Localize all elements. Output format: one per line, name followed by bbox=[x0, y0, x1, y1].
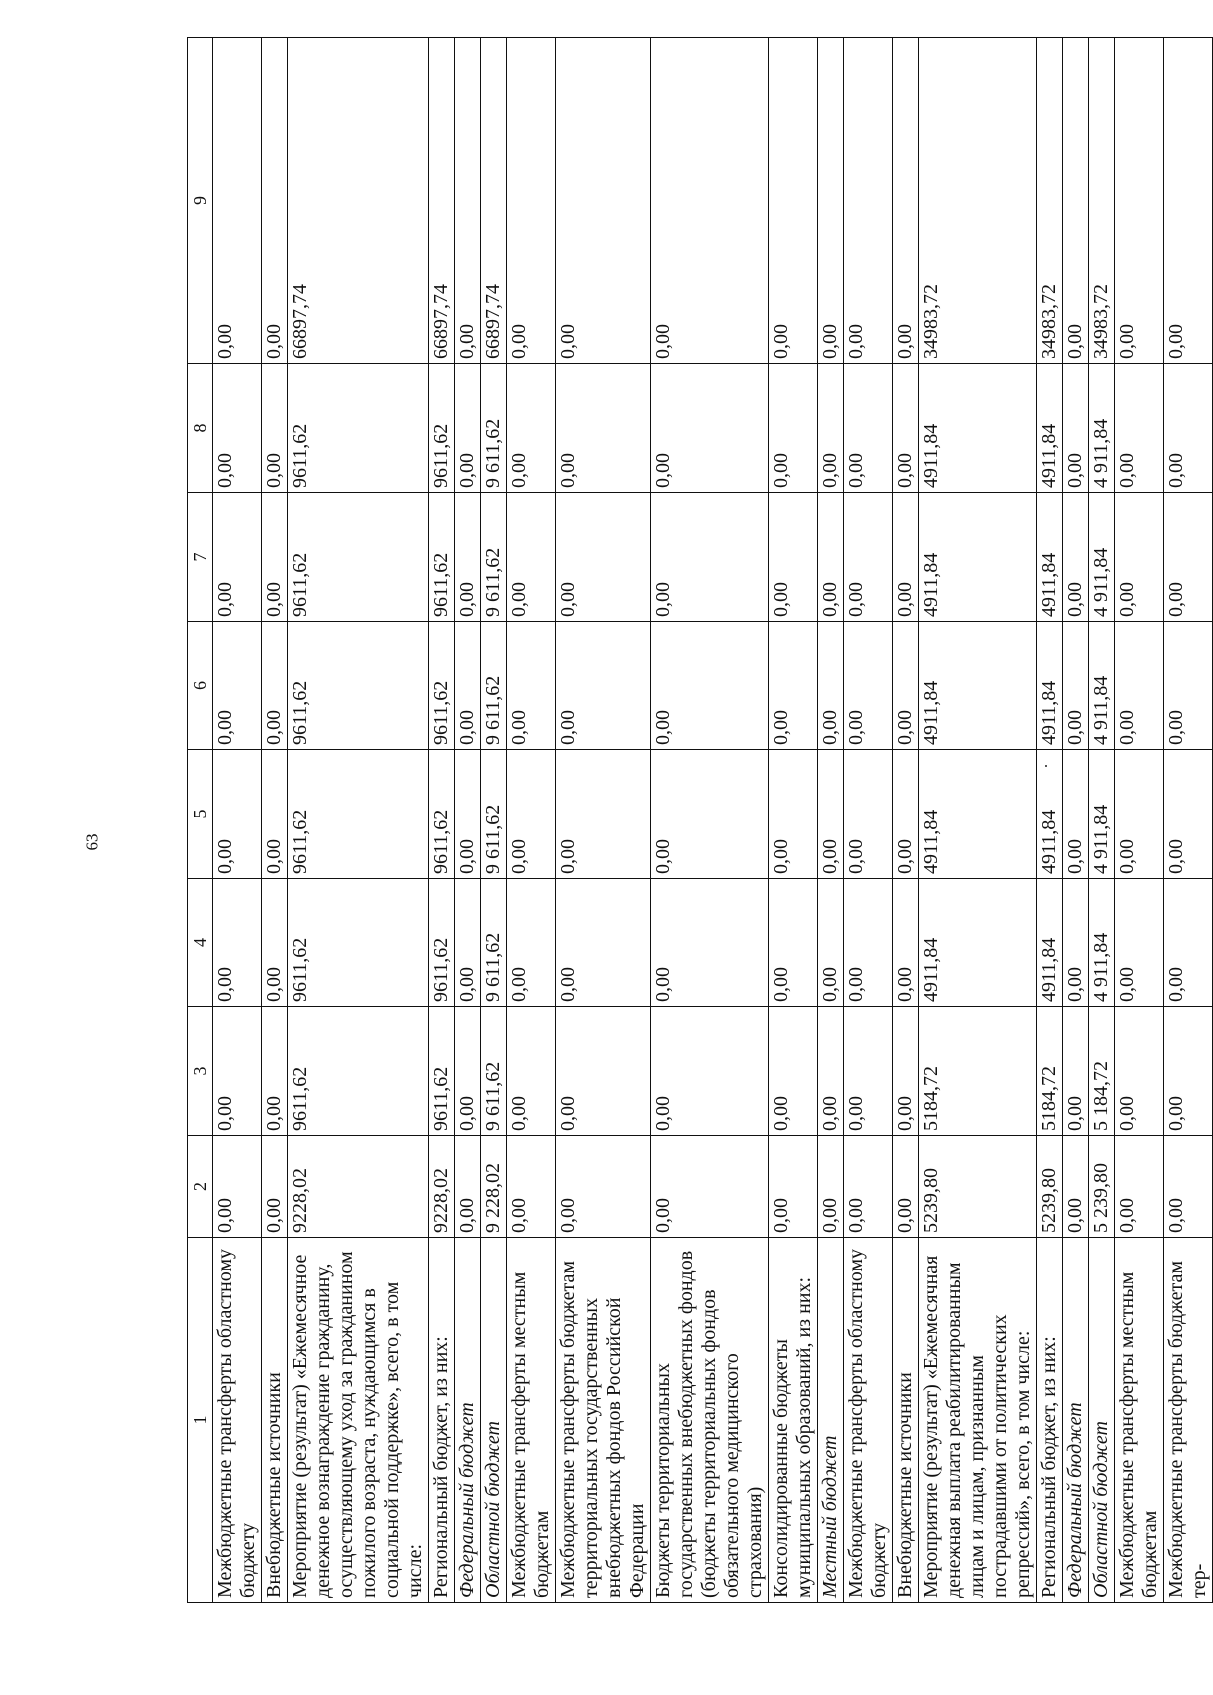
cell-value: 0,00 bbox=[556, 879, 651, 1007]
row-label: Межбюджетные трансферты местным бюджетам bbox=[1115, 1238, 1164, 1603]
column-header: 9 bbox=[188, 38, 213, 364]
cell-value: 0,00 bbox=[844, 879, 893, 1007]
cell-value: 0,00 bbox=[818, 1136, 844, 1238]
cell-value: 0,00 bbox=[262, 38, 288, 364]
cell-value: 0,00 bbox=[262, 1007, 288, 1136]
row-label: Внебюджетные источники bbox=[893, 1238, 919, 1603]
column-header: 6 bbox=[188, 622, 213, 750]
cell-value: 9611,62 bbox=[429, 622, 455, 750]
cell-value: 9 611,62 bbox=[481, 879, 507, 1007]
table-header-row bbox=[188, 38, 213, 1603]
budget-table-rotated bbox=[187, 108, 1210, 1603]
cell-value: 0,00 bbox=[455, 38, 481, 364]
cell-value: 0,00 bbox=[651, 750, 769, 879]
cell-value: 34983,72 bbox=[1089, 38, 1115, 364]
cell-value: 0,00 bbox=[1115, 1136, 1164, 1238]
cell-value: 4 911,84 bbox=[1089, 493, 1115, 622]
cell-value: 0,00 bbox=[213, 1136, 262, 1238]
cell-value: 0,00 bbox=[507, 622, 556, 750]
cell-value: 0,00 bbox=[507, 493, 556, 622]
cell-value: 9611,62 bbox=[288, 622, 429, 750]
page-number: 63 bbox=[82, 833, 102, 851]
table-row bbox=[844, 38, 893, 1603]
cell-value: 0,00 bbox=[844, 38, 893, 364]
cell-value: 0,00 bbox=[769, 622, 818, 750]
budget-table bbox=[187, 37, 1213, 1603]
cell-value: 0,00 bbox=[455, 364, 481, 493]
row-label: Региональный бюджет, из них: bbox=[1037, 1238, 1063, 1603]
cell-value: 0,00 bbox=[651, 493, 769, 622]
cell-value: 0,00 bbox=[262, 1136, 288, 1238]
cell-value: 0,00 bbox=[844, 493, 893, 622]
cell-value: 0,00 bbox=[893, 364, 919, 493]
cell-value: 0,00 bbox=[818, 879, 844, 1007]
cell-value: 0,00 bbox=[1063, 1007, 1089, 1136]
row-label: Межбюджетные трансферты областному бюджету bbox=[213, 1238, 262, 1603]
cell-value: 0,00 bbox=[213, 1007, 262, 1136]
table-row bbox=[507, 38, 556, 1603]
cell-value: 0,00 bbox=[651, 1136, 769, 1238]
cell-value: 0,00 bbox=[893, 493, 919, 622]
cell-value: 34983,72 bbox=[919, 38, 1037, 364]
cell-value: 0,00 bbox=[455, 622, 481, 750]
table-row bbox=[1063, 38, 1089, 1603]
cell-value: 4911,84 bbox=[1037, 750, 1063, 879]
cell-value: 4911,84 bbox=[919, 879, 1037, 1007]
table-row bbox=[919, 38, 1037, 1603]
cell-value: 4911,84 bbox=[1037, 879, 1063, 1007]
table-row bbox=[1037, 38, 1063, 1603]
cell-value: 9 611,62 bbox=[481, 364, 507, 493]
cell-value: 0,00 bbox=[893, 750, 919, 879]
cell-value: 0,00 bbox=[769, 750, 818, 879]
cell-value: 5184,72 bbox=[919, 1007, 1037, 1136]
cell-value: 0,00 bbox=[213, 493, 262, 622]
cell-value: 0,00 bbox=[651, 622, 769, 750]
row-label: Межбюджетные трансферты бюджетам территориальных государственных внебюджетных фондов Российской Федерации bbox=[556, 1238, 651, 1603]
cell-value: 0,00 bbox=[818, 622, 844, 750]
row-label: Межбюджетные трансферты местным бюджетам bbox=[507, 1238, 556, 1603]
row-label: Межбюджетные трансферты областному бюджету bbox=[844, 1238, 893, 1603]
cell-value: 0,00 bbox=[818, 364, 844, 493]
cell-value: 0,00 bbox=[1164, 622, 1213, 750]
cell-value: 34983,72 bbox=[1037, 38, 1063, 364]
cell-value: 0,00 bbox=[507, 750, 556, 879]
cell-value: 0,00 bbox=[507, 879, 556, 1007]
cell-value: 0,00 bbox=[1115, 364, 1164, 493]
cell-value: 0,00 bbox=[893, 1136, 919, 1238]
cell-value: 0,00 bbox=[1115, 622, 1164, 750]
cell-value: 0,00 bbox=[556, 1136, 651, 1238]
cell-value: 0,00 bbox=[1164, 1007, 1213, 1136]
cell-value: 0,00 bbox=[651, 364, 769, 493]
cell-value: 0,00 bbox=[1164, 364, 1213, 493]
row-label: Консолидированные бюджеты муниципальных образований, из них: bbox=[769, 1238, 818, 1603]
cell-value: 9 611,62 bbox=[481, 1007, 507, 1136]
cell-value: 9 611,62 bbox=[481, 622, 507, 750]
cell-value: 0,00 bbox=[844, 1136, 893, 1238]
table-row bbox=[455, 38, 481, 1603]
cell-value: 0,00 bbox=[844, 364, 893, 493]
cell-value: 9611,62 bbox=[288, 879, 429, 1007]
cell-value: 0,00 bbox=[213, 750, 262, 879]
cell-value: 0,00 bbox=[769, 364, 818, 493]
cell-value: 9 611,62 bbox=[481, 493, 507, 622]
table-row bbox=[818, 38, 844, 1603]
cell-value: 0,00 bbox=[1063, 879, 1089, 1007]
row-label: Мероприятие (результат) «Ежемесячная денежная выплата реабилитированным лицам и лицам, признанным пострадавшими от политических репрессий», всего, в том числе: bbox=[919, 1238, 1037, 1603]
cell-value: 4911,84 bbox=[1037, 364, 1063, 493]
cell-value: 0,00 bbox=[1164, 1136, 1213, 1238]
row-label: Областной бюджет bbox=[1089, 1238, 1115, 1603]
cell-value: 9611,62 bbox=[429, 493, 455, 622]
column-header: 4 bbox=[188, 879, 213, 1007]
cell-value: 0,00 bbox=[1063, 622, 1089, 750]
cell-value: 0,00 bbox=[556, 750, 651, 879]
cell-value: 0,00 bbox=[1115, 750, 1164, 879]
row-label: Федеральный бюджет bbox=[1063, 1238, 1089, 1603]
cell-value: 0,00 bbox=[893, 879, 919, 1007]
cell-value: 0,00 bbox=[262, 364, 288, 493]
cell-value: 9611,62 bbox=[288, 493, 429, 622]
cell-value: 0,00 bbox=[1063, 38, 1089, 364]
table-body bbox=[213, 38, 1213, 1603]
cell-value: 5 239,80 bbox=[1089, 1136, 1115, 1238]
cell-value: 0,00 bbox=[893, 1007, 919, 1136]
cell-value: 0,00 bbox=[844, 1007, 893, 1136]
cell-value: 0,00 bbox=[1063, 750, 1089, 879]
cell-value: 0,00 bbox=[455, 750, 481, 879]
table-row bbox=[213, 38, 262, 1603]
cell-value: 0,00 bbox=[213, 364, 262, 493]
row-label: Региональный бюджет, из них: bbox=[429, 1238, 455, 1603]
cell-value: 0,00 bbox=[893, 622, 919, 750]
cell-value: 0,00 bbox=[651, 879, 769, 1007]
cell-value: 4911,84 bbox=[919, 750, 1037, 879]
cell-value: 9611,62 bbox=[288, 1007, 429, 1136]
column-header: 3 bbox=[188, 1007, 213, 1136]
cell-value: 0,00 bbox=[1115, 1007, 1164, 1136]
cell-value: 0,00 bbox=[1115, 38, 1164, 364]
table-row bbox=[1164, 38, 1213, 1603]
cell-value: 0,00 bbox=[556, 38, 651, 364]
cell-value: 0,00 bbox=[769, 879, 818, 1007]
table-row bbox=[651, 38, 769, 1603]
cell-value: 9611,62 bbox=[288, 364, 429, 493]
row-label: Местный бюджет bbox=[818, 1238, 844, 1603]
cell-value: 0,00 bbox=[262, 493, 288, 622]
cell-value: 0,00 bbox=[769, 493, 818, 622]
cell-value: 0,00 bbox=[893, 38, 919, 364]
cell-value: 0,00 bbox=[262, 750, 288, 879]
cell-value: 0,00 bbox=[818, 750, 844, 879]
table-row bbox=[1089, 38, 1115, 1603]
cell-value: 4911,84 bbox=[919, 622, 1037, 750]
cell-value: 4911,84 bbox=[1037, 493, 1063, 622]
cell-value: 5239,80 bbox=[1037, 1136, 1063, 1238]
cell-value: 9611,62 bbox=[429, 364, 455, 493]
cell-value: 0,00 bbox=[1164, 493, 1213, 622]
row-label: Областной бюджет bbox=[481, 1238, 507, 1603]
row-label: Межбюджетные трансферты бюджетам тер- bbox=[1164, 1238, 1213, 1603]
cell-value: 4 911,84 bbox=[1089, 622, 1115, 750]
row-label: Федеральный бюджет bbox=[455, 1238, 481, 1603]
cell-value: 0,00 bbox=[262, 879, 288, 1007]
cell-value: 66897,74 bbox=[429, 38, 455, 364]
cell-value: 0,00 bbox=[1115, 493, 1164, 622]
cell-value: 0,00 bbox=[1063, 1136, 1089, 1238]
cell-value: 0,00 bbox=[507, 1136, 556, 1238]
table-row bbox=[288, 38, 429, 1603]
cell-value: 0,00 bbox=[213, 622, 262, 750]
cell-value: 9611,62 bbox=[429, 750, 455, 879]
cell-value: 9 228,02 bbox=[481, 1136, 507, 1238]
column-header: 2 bbox=[188, 1136, 213, 1238]
cell-value: 5239,80 bbox=[919, 1136, 1037, 1238]
cell-value: 9611,62 bbox=[429, 879, 455, 1007]
cell-value: 0,00 bbox=[455, 1007, 481, 1136]
cell-value: 0,00 bbox=[1164, 38, 1213, 364]
cell-value: 0,00 bbox=[262, 622, 288, 750]
cell-value: 5 184,72 bbox=[1089, 1007, 1115, 1136]
cell-value: 0,00 bbox=[651, 38, 769, 364]
cell-value: 9611,62 bbox=[288, 750, 429, 879]
cell-value: 0,00 bbox=[455, 879, 481, 1007]
cell-value: 0,00 bbox=[507, 1007, 556, 1136]
table-row bbox=[481, 38, 507, 1603]
cell-value: 0,00 bbox=[556, 493, 651, 622]
cell-value: 4 911,84 bbox=[1089, 750, 1115, 879]
cell-value: 0,00 bbox=[455, 1136, 481, 1238]
cell-value: 0,00 bbox=[818, 38, 844, 364]
table-row bbox=[893, 38, 919, 1603]
column-header: 8 bbox=[188, 364, 213, 493]
cell-value: 9228,02 bbox=[288, 1136, 429, 1238]
cell-value: 0,00 bbox=[1164, 879, 1213, 1007]
table-row bbox=[556, 38, 651, 1603]
cell-value: 0,00 bbox=[1164, 750, 1213, 879]
column-header: 1 bbox=[188, 1238, 213, 1603]
cell-value: 0,00 bbox=[213, 38, 262, 364]
table-row bbox=[429, 38, 455, 1603]
cell-value: 4 911,84 bbox=[1089, 364, 1115, 493]
cell-value: 0,00 bbox=[507, 38, 556, 364]
table-row bbox=[1115, 38, 1164, 1603]
cell-value: 4911,84 bbox=[919, 493, 1037, 622]
cell-value: 0,00 bbox=[844, 750, 893, 879]
cell-value: 0,00 bbox=[1063, 493, 1089, 622]
cell-value: 0,00 bbox=[1063, 364, 1089, 493]
cell-value: 0,00 bbox=[213, 879, 262, 1007]
cell-value: 0,00 bbox=[507, 364, 556, 493]
column-header: 5 bbox=[188, 750, 213, 879]
cell-value: 0,00 bbox=[455, 493, 481, 622]
cell-value: 0,00 bbox=[556, 364, 651, 493]
cell-value: 0,00 bbox=[651, 1007, 769, 1136]
cell-value: 9611,62 bbox=[429, 1007, 455, 1136]
table-row bbox=[262, 38, 288, 1603]
cell-value: 0,00 bbox=[1115, 879, 1164, 1007]
cell-value: 4 911,84 bbox=[1089, 879, 1115, 1007]
row-label: Бюджеты территориальных государственных внебюджетных фондов (бюджеты территориальных фондов обязательного медицинского страхования) bbox=[651, 1238, 769, 1603]
cell-value: 0,00 bbox=[769, 38, 818, 364]
column-header: 7 bbox=[188, 493, 213, 622]
row-label: Внебюджетные источники bbox=[262, 1238, 288, 1603]
cell-value: 66897,74 bbox=[481, 38, 507, 364]
cell-value: 4911,84 bbox=[1037, 622, 1063, 750]
cell-value: 9228,02 bbox=[429, 1136, 455, 1238]
table-row bbox=[769, 38, 818, 1603]
cell-value: 66897,74 bbox=[288, 38, 429, 364]
row-label: Мероприятие (результат) «Ежемесячное денежное вознаграждение гражданину, осуществляющему уход за гражданином пожилого возраста, нуждающимся в социальной поддержке», всего, в том числе: bbox=[288, 1238, 429, 1603]
cell-value: 0,00 bbox=[556, 622, 651, 750]
cell-value: 0,00 bbox=[844, 622, 893, 750]
cell-value: 0,00 bbox=[556, 1007, 651, 1136]
cell-value: 9 611,62 bbox=[481, 750, 507, 879]
cell-value: 0,00 bbox=[769, 1007, 818, 1136]
cell-value: 0,00 bbox=[769, 1136, 818, 1238]
cell-value: 0,00 bbox=[818, 1007, 844, 1136]
cell-value: 0,00 bbox=[818, 493, 844, 622]
cell-value: 4911,84 bbox=[919, 364, 1037, 493]
cell-value: 5184,72 bbox=[1037, 1007, 1063, 1136]
